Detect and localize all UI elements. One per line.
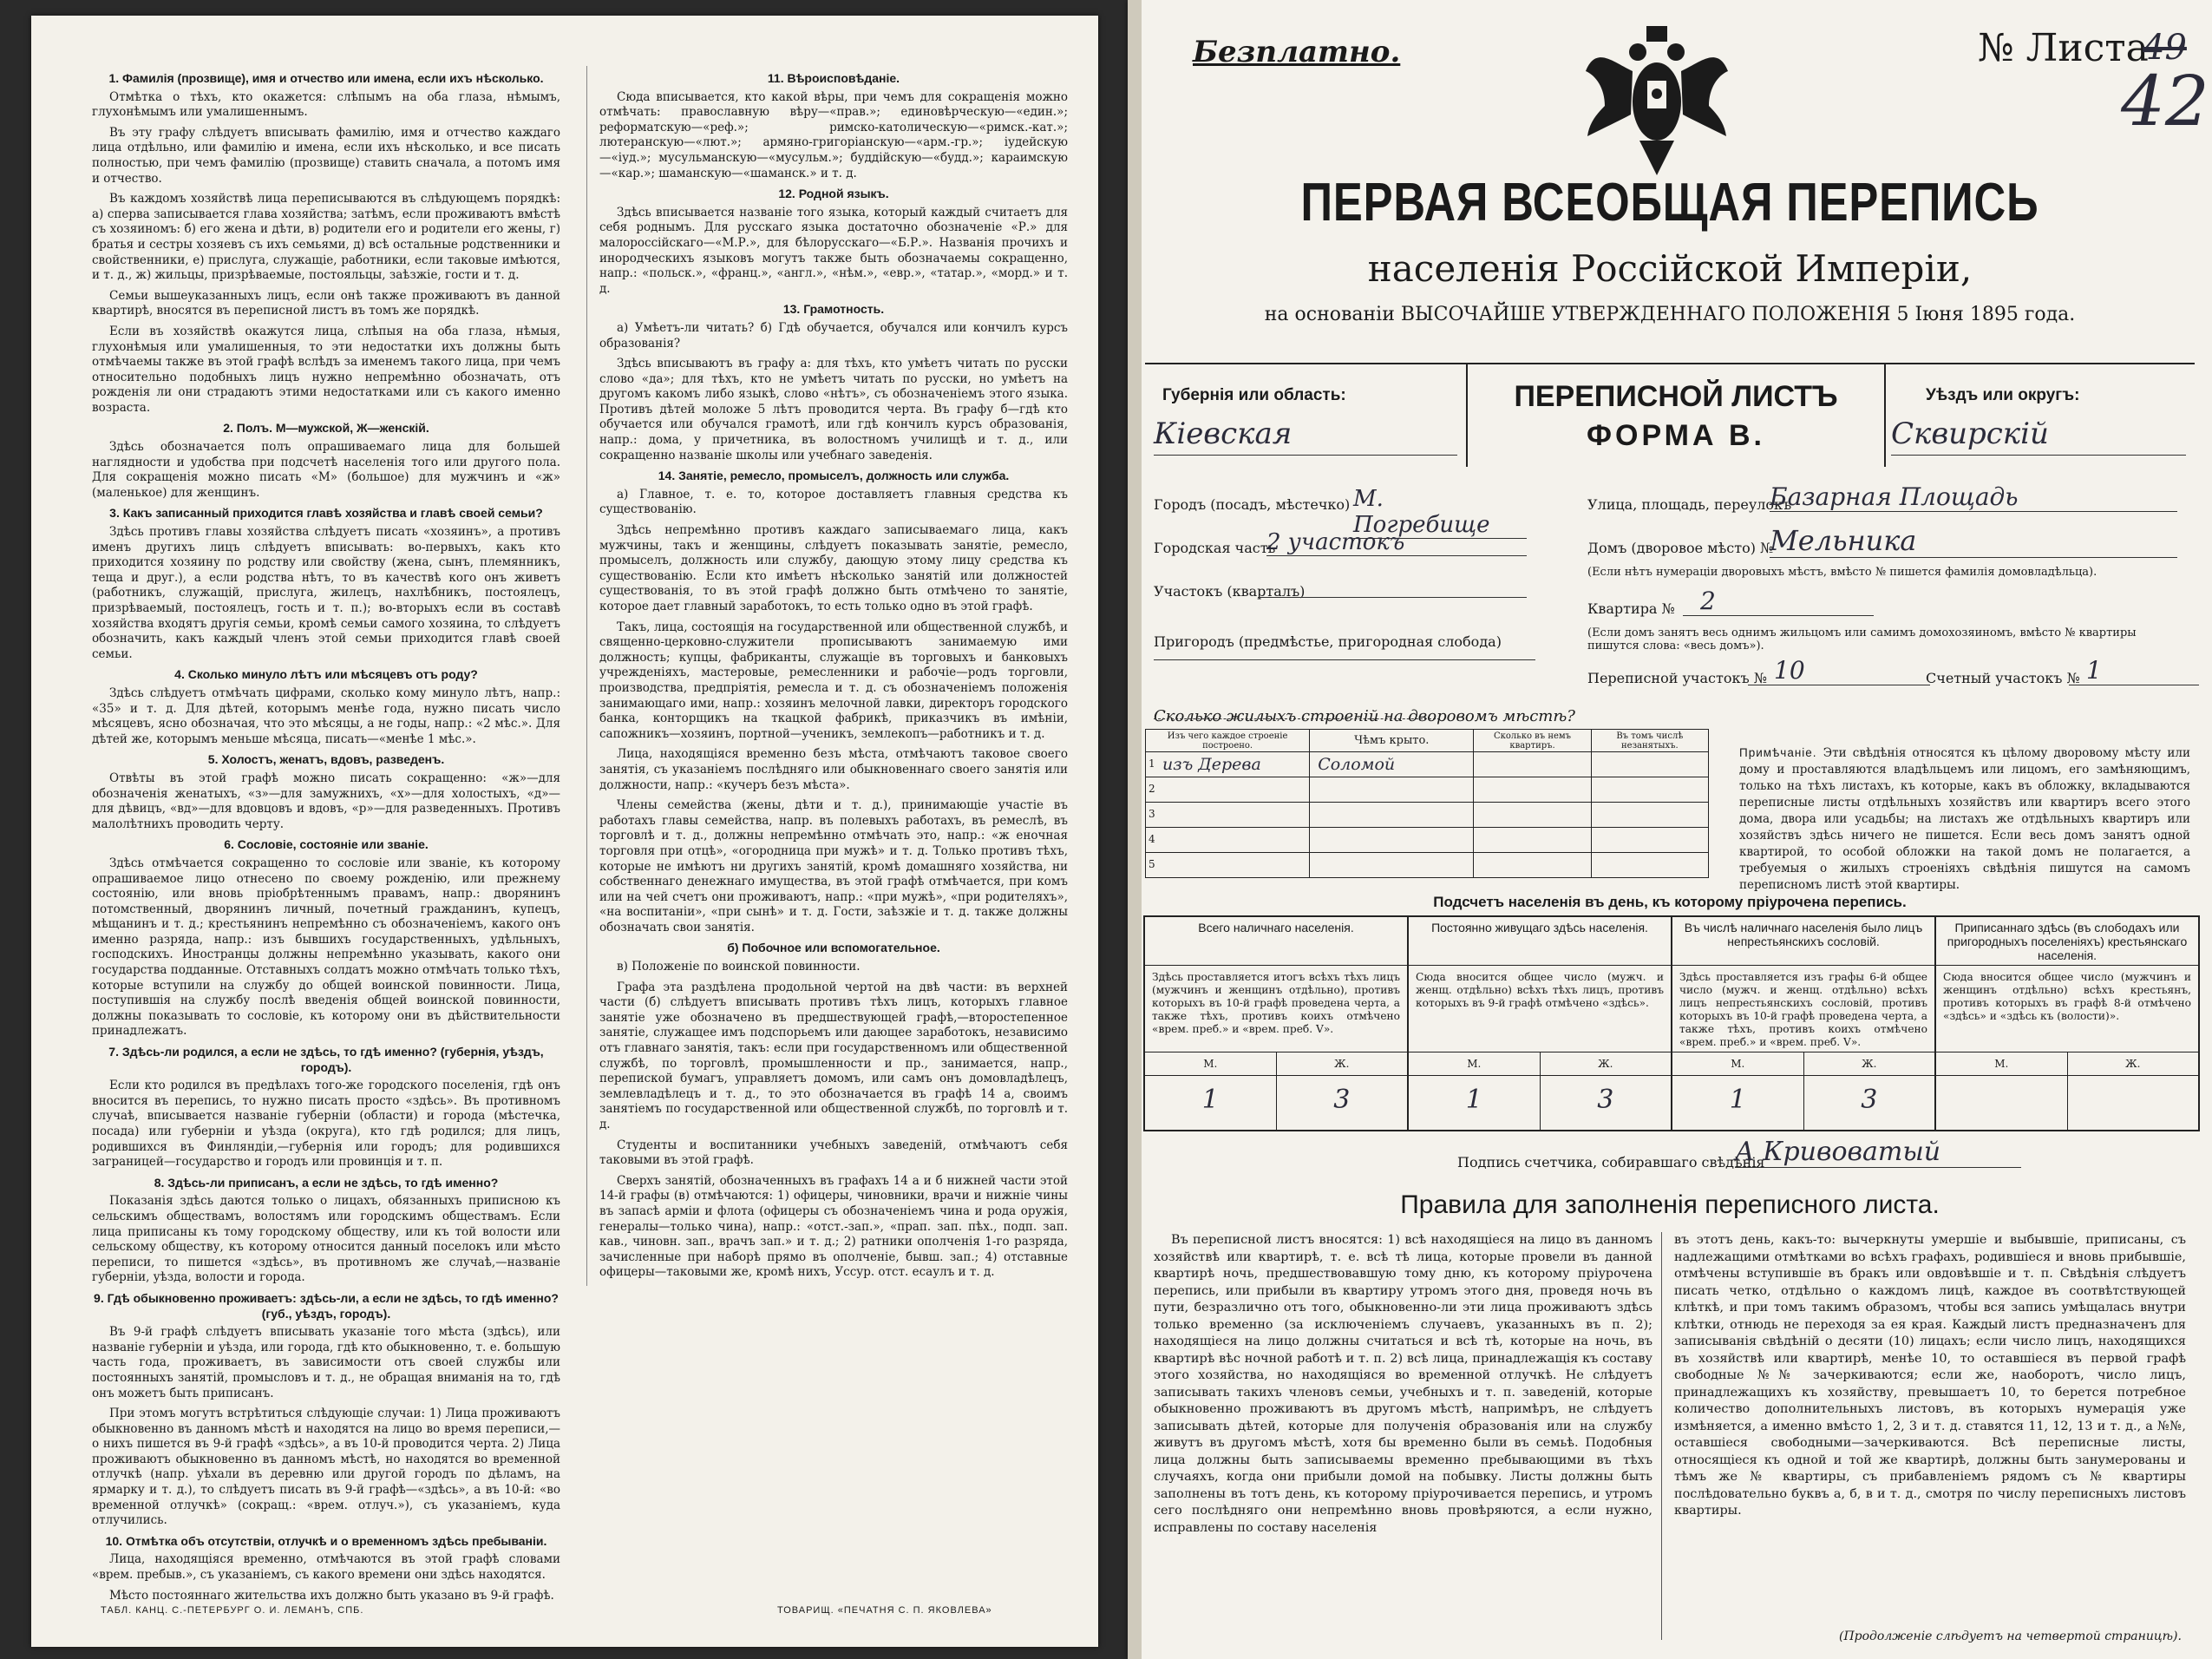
- vacant-cell[interactable]: [1591, 777, 1708, 803]
- male-label: М.: [1672, 1052, 1804, 1075]
- count-column: [1409, 917, 1672, 1130]
- flats-cell[interactable]: [1474, 828, 1591, 853]
- female-label: Ж.: [2125, 1058, 2141, 1070]
- section-paragraph: Если кто родился въ предѣлахъ того-же городского поселенія, гдѣ онъ вносится въ перепись, то нужно писать просто «здѣсь». Въ противномъ случаѣ, вписывается названіе губерніи (области) и города (мѣстечка, посада) или губерніи и уѣзда (округа), кто гдѣ родился; для лицъ, родившихся въ Финляндіи,—губернія или городъ; для родившихся заграницей—государство и городъ или провинція и т. п.: [92, 1079, 560, 1170]
- buildings-row: [1146, 777, 1709, 803]
- sheet-number-value[interactable]: 49: [2143, 28, 2187, 68]
- buildings-row: [1146, 803, 1709, 828]
- male-count[interactable]: [1936, 1076, 2068, 1130]
- signature-label: Подпись счетчика, собиравшаго свѣдѣнія: [1457, 1154, 1765, 1170]
- section-paragraph: Здѣсь обозначается полъ опрашиваемаго лица для большей наглядности и удобства при подсчетѣ населенія того или другого пола. Для сокращенія можно писать «М» (большое) для мужчинъ и «ж» (маленькое) для женщинъ.: [92, 440, 560, 500]
- census-subtitle: населенія Россійской Имперіи,: [1367, 247, 1973, 290]
- note-text: Эти свѣдѣнія относятся къ цѣлому дворовому мѣсту или дому и проставляются владѣльцемъ или лицомъ, его замѣняющимъ, только на тѣхъ листахъ, къ которые, какъ въ обложку, вкладываются переписные листы отдѣльныхъ хозяйствъ или квартиръ всего этого дома, двора или усадьбы; на листахъ же отдѣльныхъ квартиръ или хозяйствъ здѣсь ничего не пишется. Если весь домъ занятъ одной квартирой, то особой обложки на такой домъ не полагается, а требуемыя о жилыхъ строеніяхъ свѣдѣнія пишутся на самомъ переписномъ листѣ этой квартиры.: [1739, 746, 2190, 892]
- section-paragraph: Графа эта раздѣлена продольной чертой на двѣ части: въ верхней части (б) слѣдуетъ вписывать противъ тѣхъ лицъ, которыхъ главное занятіе уже обозначено въ предшествующей графѣ,—второстепенное занятіе, служащее имъ подспорьемъ или дающее заработокъ, независимо отъ главнаго занятія, такъ: если при государственномъ или общественной службѣ, по торговлѣ, промышленности и пр., занимается, напр., перепиской бумагъ, управляетъ домомъ, или самъ онъ домовладѣлецъ, землевладѣлецъ и т. д., то это обозначается въ графѣ 14 а, своимъ занятіемъ по государственной или общественной службѣ, по торговлѣ и т. д.: [599, 980, 1068, 1131]
- row-number: 1: [1149, 757, 1155, 770]
- census-title: ПЕРВАЯ ВСЕОБЩАЯ ПЕРЕПИСЬ: [1300, 173, 2039, 233]
- male-label: М.: [1145, 1052, 1277, 1075]
- female-count[interactable]: 3: [1333, 1085, 1351, 1115]
- section-paragraph: Лица, находящіяся временно, отмѣчаются въ этой графѣ словами «врем. пребыв.», съ указаніемъ, съ какого времени они здѣсь находятся.: [92, 1552, 560, 1583]
- count-column-head: Въ числѣ наличнаго населенія было лицъ непрестьянскихъ сословій.: [1672, 917, 1934, 966]
- bld-header-flats: Сколько въ немъ квартиръ.: [1474, 730, 1591, 752]
- counter-area-label: Счетный участокъ №: [1926, 670, 2080, 686]
- buildings-count-field[interactable]: [1154, 718, 1440, 719]
- gubernia-label: Губернія или область:: [1162, 386, 1346, 404]
- row-number: 3: [1149, 808, 1155, 820]
- male-label: М.: [1936, 1052, 2068, 1075]
- section-paragraph: При этомъ могутъ встрѣтиться слѣдующіе случаи: 1) Лица проживаютъ обыкновенно въ данномъ мѣстѣ и находятся на лицо во время переписи,—о нихъ пишется въ 9-й графѣ «здѣсь», а въ 10-й проводится черта. 2) Лица проживаютъ обыкновенно въ данномъ мѣстѣ, но находятся во временной отлучкѣ (напр. уѣхали въ деревню или другой городъ по дѣламъ, на ярмарку и т. д.), то слѣдуетъ писать въ 9-й графѣ—«здѣсь», а въ 10-й: «во временной отлучкѣ» (сокращ.: «врем. отлуч.»), съ указаніемъ, куда отлучились.: [92, 1407, 560, 1528]
- rules-continued-note: (Продолженіе слѣдуетъ на четвертой страницѣ).: [1839, 1629, 2182, 1643]
- count-column-head: Приписаннаго здѣсь (въ слободахъ или пригородныхъ поселеніяхъ) крестьянскаго населенія.: [1936, 917, 2198, 966]
- count-column-desc: Здѣсь проставляется итогъ всѣхъ тѣхъ лицъ (мужчинъ и женщинъ отдѣльно), противъ которыхъ въ 10-й графѣ проведена черта, а также тѣхъ, противъ коихъ отмѣчено «врем. преб.» и «врем. преб. V».: [1145, 966, 1407, 1052]
- sheet-number-label: № Листа: [1978, 26, 2149, 70]
- female-count[interactable]: [2068, 1076, 2199, 1130]
- buildings-question: Сколько жилыхъ строеній на дворовомъ мѣстѣ?: [1154, 707, 1575, 725]
- count-column: [1672, 917, 1936, 1130]
- house-field[interactable]: Мельника: [1770, 524, 2177, 558]
- bld-header-roof: Чѣмъ крыто.: [1310, 730, 1474, 752]
- male-count[interactable]: 1: [1672, 1076, 1804, 1130]
- section-paragraph: Здѣсь вписывается названіе того языка, который каждый считаетъ для себя роднымъ. Для русскаго языка достаточно обозначеніе «Р.» для малороссійскаго—«М.Р.», для бѣлорусскаго—«Б.Р.». Названія прочихъ и инородческихъ языковъ могутъ также быть обозначаемы сокращенно, напр.: «польск.», «франц.», «англ.», «нѣм.», «евр.», «татар.», «морд.» и т. д.: [599, 205, 1068, 296]
- city-part-field[interactable]: 2 участокъ: [1266, 529, 1527, 556]
- section-paragraph: Мѣсто постояннаго жительства ихъ должно быть указано въ 9-й графѣ.: [109, 1588, 554, 1603]
- form-title: ПЕРЕПИСНОЙ ЛИСТЪ: [1514, 380, 1838, 413]
- uezd-label: Уѣздъ или округъ:: [1926, 386, 2080, 404]
- form-letter: ФОРМА В.: [1586, 419, 1766, 452]
- instructions-column-2: [586, 66, 1068, 1286]
- section-heading: 3. Какъ записанный приходится главѣ хозяйства и главѣ своей семьи?: [109, 506, 543, 521]
- roof-cell[interactable]: Соломой: [1318, 755, 1396, 774]
- buildings-note: [1739, 744, 2190, 894]
- city-part-label: Городская часть: [1154, 540, 1276, 556]
- district-field[interactable]: [1258, 597, 1527, 598]
- free-label: Безплатно.: [1193, 35, 1401, 69]
- female-count[interactable]: 3: [1597, 1085, 1614, 1115]
- row-number: 5: [1149, 858, 1155, 870]
- house-note: (Если нѣтъ нумераціи дворовыхъ мѣстъ, вмѣсто № пишется фамилія домовладѣльца).: [1587, 566, 2097, 579]
- section-heading: 2. Полъ. М—мужской, Ж—женскій.: [223, 421, 429, 436]
- section-heading: 6. Сословіе, состояніе или званіе.: [224, 837, 429, 852]
- section-heading: 7. Здѣсь-ли родился, а если не здѣсь, то гдѣ именно? (губернія, уѣздъ, городъ).: [108, 1045, 544, 1074]
- section-heading: 9. Гдѣ обыкновенно проживаетъ: здѣсь-ли, а если не здѣсь, то гдѣ именно? (губ., уѣздъ, городъ).: [94, 1290, 559, 1321]
- section-paragraph: а) Умѣетъ-ли читать? б) Гдѣ обучается, обучался или кончилъ курсъ образованія?: [599, 320, 1068, 351]
- section-paragraph: Здѣсь вписываютъ въ графу а: для тѣхъ, кто умѣетъ читать по русски слово «да»; для тѣхъ, кто не умѣетъ читать по русски, но умѣетъ на другомъ какомъ либо языкѣ, слово «нѣтъ», съ обозначеніемъ этого языка. Противъ дѣтей моложе 5 лѣтъ проводится черта. Въ графу б—гдѣ кто обучается или обучался грамотѣ, или гдѣ кончилъ курсъ образованія, напр.: дома, у причетника, въ волостномъ училищѣ и т. д., или сокращенно названіе школы или учебнаго заведенія.: [599, 357, 1068, 462]
- flats-cell[interactable]: [1474, 803, 1591, 828]
- bld-header-material: Изъ чего каждое строеніе построено.: [1146, 730, 1310, 752]
- count-column: [1145, 917, 1409, 1130]
- female-label: Ж.: [1862, 1058, 1877, 1070]
- section-paragraph: Если въ хозяйствѣ окажутся лица, слѣпыя на оба глаза, нѣмыя, глухонѣмыя или умалишенныя, то эти недостатки ихъ должны быть отмѣчаемы также въ этой графѣ вслѣдъ за именемъ такого лица, при чемъ относительно подобныхъ лицъ нужно непремѣнно обозначать, отъ рожденія ли они страдаютъ этими недостатками или съ какого именно возраста.: [92, 324, 560, 415]
- house-label: Домъ (дворовое мѣсто) №: [1587, 540, 1774, 556]
- female-count[interactable]: 3: [1861, 1085, 1878, 1115]
- street-field[interactable]: Базарная Площадь: [1770, 482, 2177, 512]
- count-column-desc: Сюда вносится общее число (мужч. и женщ. отдѣльно) всѣхъ тѣхъ лицъ, противъ которыхъ въ 9-й графѣ отмѣчено «здѣсь».: [1409, 966, 1671, 1052]
- material-cell[interactable]: изъ Дерева: [1162, 755, 1261, 774]
- roof-cell[interactable]: [1311, 780, 1318, 799]
- rules-column-2: въ этотъ день, какъ-то: вычеркнуты умершіе и выбывшіе, приписаны, съ надлежащими отмѣтками во всѣхъ графахъ, родившіеся и вновь прибывшіе, отмѣчены вступившіе въ бракъ или овдовѣвшіе и т. п. Свѣдѣнія слѣдуетъ писать четко, отдѣльно о каждомъ лицѣ, каждое въ соотвѣтствующей клѣткѣ, и при томъ такимъ образомъ, чтобы вся запись умѣщалась внутри клѣтки, отнюдь не переходя за ея края. Каждый листъ предназначенъ для записыванія свѣдѣній о десяти (10) лицахъ; если число лицъ, находящихся въ хозяйствѣ или квартирѣ, менѣе 10, то оставшіеся въ первой графѣ свободные №№ зачеркиваются; если же, наоборотъ, число лицъ, принадлежащихъ къ хозяйству, превышаетъ 10, то берется потребное количество дополнительныхъ листовъ, въ которыхъ нумерація уже измѣняется, а именно вмѣсто 1, 2, 3 и т. д. ставятся 11, 12, 13 и т. д., а №№, оставшіеся свободными—зачеркиваются. Всѣ переписные листы, относящіеся къ одной и той же квартирѣ, должны быть занумерованы и тѣмъ же № квартиры, съ прибавленіемъ рядомъ съ № квартиры послѣдовательно буквъ а, б, в и т. д., смотря по числу переписныхъ листовъ квартиры.: [1674, 1233, 2186, 1518]
- buildings-table: [1145, 729, 1709, 878]
- buildings-row: [1146, 853, 1709, 878]
- count-title: Подсчетъ населенія въ день, къ которому пріурочена перепись.: [1433, 894, 1907, 910]
- roof-cell[interactable]: [1311, 805, 1318, 824]
- section-paragraph: Отмѣтка о тѣхъ, кто окажется: слѣпымъ на оба глаза, нѣмымъ, глухонѣмымъ или умалишеннымъ.: [92, 89, 560, 120]
- count-column-desc: Сюда вносится общее число (мужчинъ и женщинъ отдѣльно) всѣхъ крестьянъ, противъ которыхъ въ графѣ 8-й отмѣчено «здѣсь» и «здѣсь къ (волости)».: [1936, 966, 2198, 1052]
- city-field[interactable]: М. Погребище: [1353, 486, 1527, 539]
- gubernia-field[interactable]: Кіевская: [1154, 416, 1457, 456]
- row-number: 2: [1149, 783, 1155, 795]
- section-paragraph: Здѣсь противъ главы хозяйства слѣдуетъ писать «хозяинъ», а противъ именъ другихъ лицъ слѣдуетъ вписывать: во-первыхъ, какъ кто приходится хозяину по родству или свойству (жена, сынъ, племянникъ, теща и друг.), а если родства нѣтъ, то въ качествѣ кого онъ живетъ (работникъ, служащій, прислуга, жилецъ, нахлѣбникъ, постоялецъ, призрѣваемый, постоялецъ, гость и т. п.); во-вторыхъ если въ составѣ хозяйства входятъ другія семьи, кромѣ семьи самого хозяина, то слѣдуетъ обозначить, какъ каждый членъ этой семьи приходится главѣ своей семьи.: [92, 525, 560, 661]
- counter-area-field[interactable]: 1: [2069, 656, 2199, 685]
- section-paragraph: а) Главное, т. е. то, которое доставляетъ главныя средства къ существованію.: [599, 487, 1068, 517]
- population-count-table: [1143, 915, 2200, 1131]
- section-paragraph: Сверхъ занятій, обозначенныхъ въ графахъ 14 а и б нижней части этой 14-й графы (в) отмѣчаются: 1) офицеры, чиновники, врачи и нижніе чины въ запасѣ армiи и флота (офицеры съ обозначеніемъ чина и рода оружія, генералы—только чина), напр.: «отст.-зап.», «прап. зап. пѣх., подп. зап. кав., чиновн. зап., врачъ зап.» и т. д.; 2) ратники ополченія 1-го разряда, зачисленные при наборѣ прямо въ ополченіе, бывш. зап.; 4) отставные офицеры—таковыми же, кромѣ нихъ, Уссур. отст. есаулъ и т. д.: [599, 1173, 1068, 1280]
- instructions-column-1: [92, 66, 560, 1609]
- section-heading: 4. Сколько минуло лѣтъ или мѣсяцевъ отъ роду?: [174, 667, 478, 682]
- section-paragraph: Въ 9-й графѣ слѣдуетъ вписывать указаніе того мѣста (здѣсь), или названіе губерніи и уѣзда, или города, гдѣ кто обыкновенно, т. е. большую часть года, проживаетъ, въ зависимости отъ своей службы или постоянныхъ занятій, промысловъ и т. д., не обращая вниманія на то, гдѣ онъ можетъ быть приписанъ.: [92, 1325, 560, 1400]
- signature-field[interactable]: А Кривоватый: [1735, 1137, 2021, 1168]
- imperial-eagle-emblem: [1579, 19, 1735, 180]
- female-label: Ж.: [1334, 1058, 1350, 1070]
- corner-handwritten-number: 42: [2121, 61, 2209, 141]
- census-area-field[interactable]: 10: [1748, 656, 1930, 685]
- count-column-head: Постоянно живущаго здѣсь населенія.: [1409, 917, 1671, 966]
- section-paragraph: Въ эту графу слѣдуетъ вписывать фамилію, имя и отчество каждаго лица отдѣльно, или фамилію и имена, если ихъ нѣсколько, и все писать полностью, при чемъ фамилію (прозвище) ставить сначала, а потомъ имя и отчество.: [92, 125, 560, 186]
- section-paragraph: Здѣсь непремѣнно противъ каждаго записываемаго лица, какъ мужчины, такъ и женщины, слѣдуетъ показывать занятіе, ремесло, промыселъ, должность или службу, дающую этому лицу средства къ существованію. Если кто имѣетъ нѣсколько занятій или должностей существованія, то въ этой графѣ должно быть отмѣчено то занятіе, которое дает главный заработокъ, то есть только одно въ этой графѣ.: [599, 523, 1068, 613]
- census-area-label: Переписной участокъ №: [1587, 670, 1767, 686]
- section-paragraph: Въ каждомъ хозяйствѣ лица переписываются въ слѣдующемъ порядкѣ: а) сперва записывается глава хозяйства; затѣмъ, если проживаютъ вмѣстѣ съ хозяиномъ: б) его жена и дѣти, в) родители его и родители его жены, г) братья и сестры хозяевъ съ ихъ семьями, д) всѣ остальные родственники и свойственники, е) прислуга, служащіе, работники, если таковые имѣются, и т. д., ж) жильцы, призрѣваемые, постояльцы, заѣзжіе, гости и т. д.: [92, 192, 560, 283]
- suburb-label: Пригородъ (предмѣстье, пригородная слобода): [1154, 633, 1502, 650]
- flats-cell[interactable]: [1474, 853, 1591, 878]
- flat-label: Квартира №: [1587, 600, 1675, 617]
- right-page: [1128, 0, 2212, 1659]
- buildings-row: [1146, 752, 1709, 777]
- roof-cell[interactable]: [1311, 856, 1318, 875]
- rules-title: Правила для заполненія переписного листа.: [1400, 1190, 1940, 1219]
- section-paragraph: Здѣсь отмѣчается сокращенно то сословіе или званіе, къ которому опрашиваемое лицо отнесено по своему рожденію, или прежнему состоянію, или вновь пріобрѣтеннымъ правамъ, напр.: дворянинъ потомственный, дворянинъ личный, почетный гражданинъ, купецъ, мѣщанинъ и т. д.; крестьянинъ непремѣнно съ обозначеніемъ, какого онъ именно разряда, напр.: изъ бывшихъ государственныхъ, удѣльныхъ, господскихъ. Иностранцы должны непремѣнно указывать, какого они государства подданные. Отставныхъ солдатъ можно отмѣчать только тѣхъ, которые вступили на службу до общей воинской повинности. Лица, поступившія на службу послѣ введенія общей воинской повинности, должны показывать то сословіе, къ которому они въ дѣйствительности принадлежатъ.: [92, 856, 560, 1039]
- vacant-cell[interactable]: [1591, 803, 1708, 828]
- bld-header-vacant: Въ томъ числѣ незанятыхъ.: [1591, 730, 1708, 752]
- count-column: [1936, 917, 2198, 1130]
- section-paragraph: Лица, находящіяся временно безъ мѣста, отмѣчаютъ таковое своего занятія, съ указаніемъ послѣдняго или обыкновеннаго своего занятія или должности, напр.: «кучеръ безъ мѣста».: [599, 747, 1068, 792]
- note-title: Примѣчаніе.: [1739, 746, 1817, 759]
- male-count[interactable]: 1: [1409, 1076, 1541, 1130]
- rules-divider: [1661, 1232, 1662, 1640]
- street-label: Улица, площадь, переулокъ: [1587, 496, 1792, 513]
- left-page: [31, 16, 1098, 1647]
- section-heading: б) Побочное или вспомогательное.: [727, 941, 940, 955]
- flats-cell[interactable]: [1474, 777, 1591, 803]
- vacant-cell[interactable]: [1591, 752, 1708, 777]
- form-title-box: [1466, 363, 1886, 467]
- section-heading: 11. Вѣроисповѣданіе.: [767, 71, 900, 85]
- section-paragraph: в) Положеніе по воинской повинности.: [617, 960, 861, 974]
- section-heading: 5. Холостъ, женатъ, вдовъ, разведенъ.: [207, 752, 445, 767]
- census-basis: на основаніи ВЫСОЧАЙШЕ УТВЕРЖДЕННАГО ПОЛОЖЕНІЯ 5 Іюня 1895 года.: [1264, 304, 2076, 325]
- section-paragraph: Сюда вписывается, кто какой вѣры, при чемъ для сокращенія можно отмѣчать: православную вѣру—«прав.»; единовѣрческую—«един.»; реформатскую—«реф.»; римско-католическую—«римск.-кат.»; лютеранскую—«лют.»; армяно-григоріанскую—«арм.-гр.»; іудейскую—«іуд.»; мусульманскую—«мусульм.»; буддійскую—«будд.»; караимскую—«кар.»; шаманскую—«шаманск.» и т. д.: [599, 89, 1068, 180]
- vacant-cell[interactable]: [1591, 828, 1708, 853]
- roof-cell[interactable]: [1311, 830, 1318, 849]
- suburb-field[interactable]: [1154, 659, 1535, 660]
- vacant-cell[interactable]: [1591, 853, 1708, 878]
- section-heading: 10. Отмѣтка объ отсутствіи, отлучкѣ и о временномъ здѣсь пребываніи.: [105, 1533, 547, 1548]
- female-label: Ж.: [1598, 1058, 1613, 1070]
- section-paragraph: Здѣсь слѣдуетъ отмѣчать цифрами, сколько кому минуло лѣтъ, напр.: «35» и т. д. Для дѣтей, которымъ менѣе года, нужно писать число мѣсяцевъ, ясно обозначая, что это мѣсяцы, а не годы, напр.: «2 мѣс.». Для дѣтей же, которымъ меньше мѣсяца, писать—«менѣе 1 мѣс.».: [92, 685, 560, 746]
- printer-imprint-left: ТАБЛ. КАНЦ. С.-ПЕТЕРБУРГ О. И. ЛЕМАНЪ, СПБ.: [101, 1605, 364, 1616]
- male-label: М.: [1409, 1052, 1541, 1075]
- section-heading: 12. Родной языкъ.: [778, 187, 889, 201]
- section-paragraph: Члены семейства (жены, дѣти и т. д.), принимающіе участіе въ работахъ главы семейства, напр. въ полевыхъ работахъ, въ ремеслѣ, въ торговлѣ и т. д., должны непремѣнно отмѣчать это, напр.: «ж еночная торговля при отцѣ», «огородница при мужѣ» и т. д. Только противъ тѣхъ, которые не имѣютъ ни другихъ занятій, кромѣ домашняго хозяйства, ни собственнаго денежнаго имущества, въ этой графѣ отмѣчается, при комъ или на чей счетъ они проживаютъ, напр.: «при мужѣ», «при родителяхъ», «на воспитаніи», «при сынѣ» и т. д. Гости, заѣзжіе и т. д. также должны обозначать свои занятія.: [599, 798, 1068, 934]
- section-heading: 13. Грамотность.: [782, 302, 885, 317]
- male-count[interactable]: 1: [1145, 1076, 1277, 1130]
- count-column-head: Всего наличнаго населенія.: [1145, 917, 1407, 966]
- section-paragraph: Отвѣты въ этой графѣ можно писать сокращенно: «ж»—для обозначенія женатыхъ, «з»—для замужнихъ, «х»—для холостыхъ, «д»—для дѣвицъ, «вд»—для вдовцовъ и вдовъ, «р»—для разведенныхъ. Противъ малолѣтнихъ проводить черту.: [92, 770, 560, 831]
- uezd-field[interactable]: Сквирскій: [1891, 416, 2186, 456]
- buildings-row: [1146, 828, 1709, 853]
- printer-imprint-right: ТОВАРИЩ. «ПЕЧАТНЯ С. П. ЯКОВЛЕВА»: [777, 1605, 992, 1616]
- section-heading: 8. Здѣсь-ли приписанъ, а если не здѣсь, то гдѣ именно?: [154, 1175, 499, 1190]
- city-label: Городъ (посадъ, мѣстечко): [1154, 496, 1351, 513]
- row-number: 4: [1149, 833, 1155, 845]
- section-paragraph: Показанія здѣсь даются только о лицахъ, обязанныхъ приписною къ сельскимъ обществамъ, волостямъ или городскимъ обществамъ. Если лица приписаны къ тому городскому обществу, или къ той волости или сельскому обществу, къ которому относится данный поселокъ или мѣсто переписи, то пишется «здѣсь», въ противномъ же случаѣ,—названіе губерніи, уѣзда, волости и города.: [92, 1194, 560, 1285]
- count-column-desc: Здѣсь проставляется изъ графы 6-й общее число (мужч. и женщ. отдѣльно) всѣхъ лицъ непрестьянскихъ сословій, противъ которыхъ въ 10-й графѣ проведена черта, а также тѣхъ, противъ коихъ отмѣчено «врем. преб.» и «врем. преб. V».: [1672, 966, 1934, 1052]
- flat-field[interactable]: 2: [1683, 587, 1874, 616]
- section-paragraph: Семьи вышеуказанныхъ лицъ, если онѣ также проживаютъ въ данной квартирѣ, вносятся въ переписной листъ въ томъ же порядкѣ.: [92, 288, 560, 318]
- section-heading: 1. Фамилія (прозвище), имя и отчество или имена, если ихъ нѣсколько.: [108, 71, 544, 85]
- flat-note: (Если домъ занятъ весь однимъ жильцомъ или самимъ домохозяиномъ, вмѣсто № квартиры пишутся слова: «весь домъ»).: [1587, 626, 2137, 652]
- flats-cell[interactable]: [1474, 752, 1591, 777]
- district-label: Участокъ (кварталъ): [1154, 583, 1306, 600]
- section-paragraph: Такъ, лица, состоящія на государственной или общественной службѣ, и священно-церковно-служители прописываютъ занимаемую ими должность; купцы, фабриканты, служащіе въ торговыхъ и банковыхъ учрежденіяхъ, мастеровые, ремесленники и рабочіе—родъ торговли, производства, предпріятія, ремесла и т. д. съ обозначеніемъ положенія занимающаго ими, напр.: хозяинъ мелочной лавки, директоръ городского банка, конторщикъ на ткацкой фабрикѣ, приказчикъ въ имѣніи, сапожникъ—хозяинъ, портной—ученикъ, землекопъ—работникъ и т. д.: [599, 620, 1068, 741]
- section-heading: 14. Занятіе, ремесло, промыселъ, должность или служба.: [658, 469, 1010, 483]
- rules-column-1: Въ переписной листъ вносятся: 1) всѣ находящіеся на лицо въ данномъ хозяйствѣ или квартирѣ, т. е. всѣ тѣ лица, которые провели въ данной квартирѣ ночь, предшествовавшую тому дню, къ которому пріурочена перепись, или прибыли въ квартиру утромъ этого дня, проведя ночь въ пути, безразлично отъ того, обыкновенно-ли эти лица проживаютъ здѣсь только временно (за исключеніемъ случаевъ, указанныхъ въ п. 2); находящіеся на лицо должны считаться и всѣ тѣ, которые на ночь, въ квартирѣ вѣс ночной работѣ и т. п. 2) всѣ лица, принадлежащія къ составу этого хозяйства, но находящіяся во временной отлучкѣ. Не слѣдуетъ записывать такихъ членовъ семьи, учебныхъ и т. п. заведеній, которые обыкновенно проживаютъ въ другомъ мѣстѣ, напримѣръ, не слѣдуетъ записывать дѣтей, которые для полученія образованія или на службу живутъ въ другомъ мѣстѣ, хотя бы временно были въ семьѣ. Подобныя лица должны быть записываемы временно пребывающими въ тѣхъ случаяхъ, когда они прибыли домой на побывку. Листы должны быть заполнены въ тотъ день, къ которому пріурочивается перепись, и утромъ сего послѣдняго они непремѣнно вновь провѣряются, а если нужно, исправлены по составу населенія: [1154, 1233, 1652, 1535]
- section-paragraph: Студенты и воспитанники учебныхъ заведеній, отмѣчаютъ себя таковыми въ этой графѣ.: [599, 1138, 1068, 1168]
